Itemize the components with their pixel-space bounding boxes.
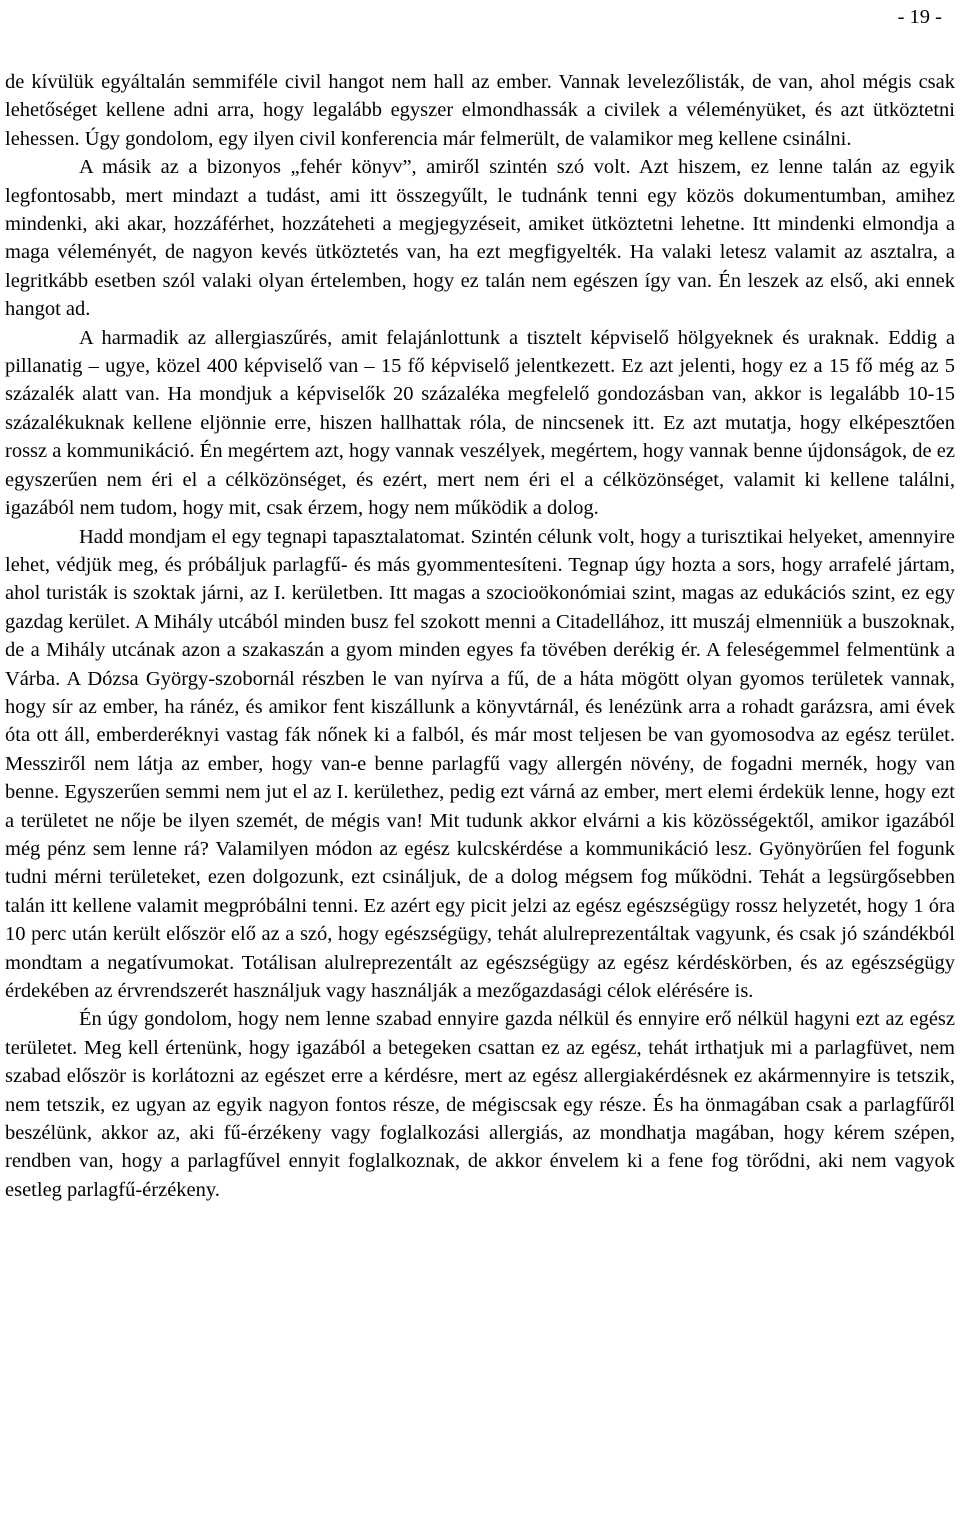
document-page — [5, 0, 955, 1204]
paragraph: A harmadik az allergiaszűrés, amit felajánlottunk a tisztelt képviselő hölgyeknek és uraknak. Eddig a pillanatig – ugye, közel 400 képviselő van – 15 fő képviselő jelentkezett. Ez azt jelenti, hogy ez a 15 fő még az 5 százalék alatt van. Ha mondjuk a képviselők 20 százaléka megfelelő gondozásban van, akkor is legalább 10-15 százalékuknak kellene eljönnie erre, hiszen hallhattak róla, de nincsenek itt. Ez azt mutatja, hogy elképesztően rossz a kommunikáció. Én megértem azt, hogy vannak veszélyek, megértem, hogy vannak benne újdonságok, de ez egyszerűen nem éri el a célközönséget, és ezért, mert nem éri el a célközönséget, valamit ki kellene találni, igazából nem tudom, hogy mit, csak érzem, hogy nem működik a dolog. — [5, 326, 955, 520]
paragraph: de kívülük egyáltalán semmiféle civil hangot nem hall az ember. Vannak levelezőlisták, de van, ahol mégis csak lehetőséget kellene adni arra, hogy legalább egyszer elmondhassák a civilek a véleményüket, és azt ütköztetni lehessen. Úgy gondolom, egy ilyen civil konferencia már felmerült, de valamikor meg kellene csinálni. — [5, 71, 955, 150]
paragraph: Hadd mondjam el egy tegnapi tapasztalatomat. Szintén célunk volt, hogy a turisztikai helyeket, amennyire lehet, védjük meg, és próbáljuk parlagfű- és más gyommentesíteni. Tegnap úgy hozta a sors, hogy arrafelé jártam, ahol turisták is szoktak járni, az I. kerületben. Itt magas a szocioökonómiai szint, magas az edukációs szint, ez egy gazdag kerület. A Mihály utcából minden busz fel szokott menni a Citadellához, itt muszáj elmenniük a buszoknak, de a Mihály utcának azon a szakaszán a gyom minden egyes fa tövében derékig ér. A feleségemmel felmentünk a Várba. A Dózsa György-szobornál részben le van nyírva a fű, de a háta mögött olyan gyomos területek vannak, hogy sír az ember, ha ránéz, és amikor fent kiszállunk a könyvtárnál, és lenézünk arra a rohadt garázsra, ami évek óta ott áll, emberderéknyi vastag fák nőnek ki a falból, és már most teljesen be van gyomosodva az egész terület. Messziről nem látja az ember, hogy van-e benne parlagfű vagy allergén növény, de fogadni mernék, hogy van benne. Egyszerűen semmi nem jut el az I. kerülethez, pedig ezt várná az ember, mert elemi érdekük lenne, hogy ezt a területet ne nője be ilyen szemét, de mégis van! Mit tudunk akkor elvárni a kis közösségektől, amikor igazából még pénz sem lenne rá? Valamilyen módon az egész kulcskérdése a kommunikáció lesz. Gyönyörűen fel fogunk tudni mérni területeket, ezen dolgozunk, ezt csináljuk, de a dolog mégsem fog működni. Tehát a legsürgősebben talán itt kellene valamit megpróbálni tenni. Ez azért egy picit jelzi az egész egészségügy rossz helyzetét, hogy 1 óra 10 perc után került először elő az a szó, hogy egészségügy, tehát alulreprezentáltak vagyunk, és csak jó szándékból mondtam a negatívumokat. Totálisan alulreprezentált az egészségügy az egész kérdéskörben, és az egészségügy érdekében az érvrendszerét használjuk vagy használják a mezőgazdasági célok elérésére is. — [5, 525, 955, 1002]
paragraph: Én úgy gondolom, hogy nem lenne szabad ennyire gazda nélkül és ennyire erő nélkül hagyni ezt az egész területet. Meg kell értenünk, hogy igazából a betegeken csattan ez az egész, tehát irthatjuk mi a parlagfüvet, nem szabad először is korlátozni az egészet erre a kérdésre, mert az egész allergiakérdésnek ez akármennyire is tetszik, nem tetszik, ez ugyan az egyik nagyon fontos része, de mégiscsak egy része. És ha önmagában csak a parlagfűről beszélünk, akkor az, aki fű-érzékeny vagy foglalkozási allergiás, az mondhatja magában, hogy kérem szépen, rendben van, hogy a parlagfűvel ennyit foglalkoznak, de akkor énvelem ki a fene fog törődni, aki nem vagyok esetleg parlagfű-érzékeny. — [5, 1008, 955, 1201]
page-number: - 19 - — [897, 6, 942, 28]
paragraph: A másik az a bizonyos „fehér könyv”, amiről szintén szó volt. Azt hiszem, ez lenne talán az egyik legfontosabb, mert mindazt a tudást, ami itt összegyűlt, le tudnánk tenni egy közös dokumentumban, amihez mindenki, aki akar, hozzáférhet, hozzáteheti a megjegyzéseit, amiket ütköztetni lehetne. Itt mindenki elmondja a maga véleményét, de nagyon kevés ütköztetés van, ha ezt megfigyelték. Ha valaki letesz valamit az asztalra, a legritkább esetben szól valaki olyan értelemben, hogy ez talán nem egészen így van. Én leszek az első, aki ennek hangot ad. — [5, 156, 955, 321]
document-body — [5, 68, 955, 1204]
